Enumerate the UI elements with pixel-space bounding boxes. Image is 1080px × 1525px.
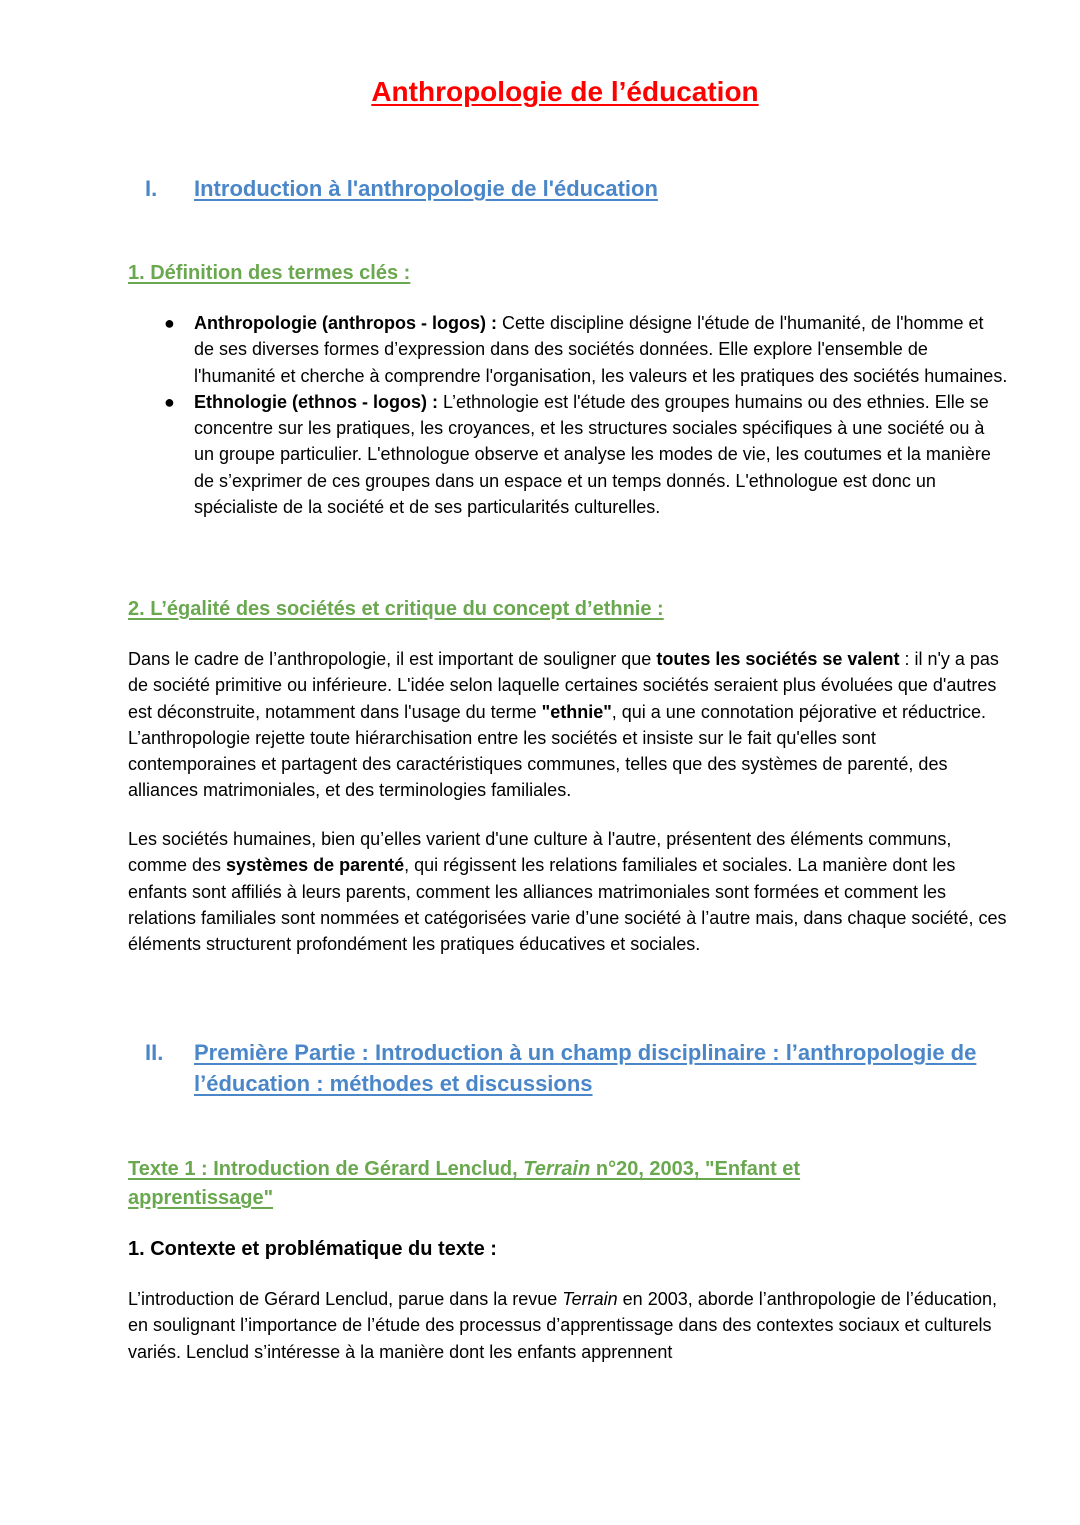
section-1-heading: [145, 173, 1015, 204]
paragraph-context: L’introduction de Gérard Lenclud, parue dans la revue Terrain en 2003, aborde l’anthropologie de l’éducation, en soulignant l’importance de l’étude des processus d’apprentissage dans des contextes sociaux et culturels variés. Lenclud s’intéresse à la manière dont les enfants apprennent: [128, 1289, 997, 1362]
text-1-title: Texte 1 : Introduction de Gérard Lenclud, Terrain n°20, 2003, "Enfant et apprentissage": [128, 1158, 801, 1209]
bullet-icon: ●: [164, 313, 175, 333]
section-2-title: Première Partie : Introduction à un champ disciplinaire : l’anthropologie de l’éducation : méthodes et discussions: [194, 1040, 977, 1096]
term-ethnologie: Ethnologie (ethnos - logos) :: [194, 391, 438, 412]
list-item: [128, 310, 1008, 389]
subsection-context-title: 1. Contexte et problématique du texte :: [128, 1238, 497, 1260]
section-1-title: Introduction à l'anthropologie de l'éducation: [194, 176, 658, 201]
paragraph-equality: Dans le cadre de l’anthropologie, il est important de souligner que toutes les sociétés se valent : il n'y a pas de société primitive ou inférieure. L'idée selon laquelle certaines sociétés seraient plus évoluées que d'autres est déconstruite, notamment dans l'usage du terme "ethnie", qui a une connotation péjorative et réductrice. L’anthropologie rejette toute hiérarchisation entre les sociétés et insiste sur le fait qu'elles sont contemporaines et partagent des caractéristiques communes, telles que des systèmes de parenté, des alliances matrimoniales, et des terminologies familiales.: [128, 649, 999, 801]
subsection-1-1-title: 1. Définition des termes clés :: [128, 262, 411, 284]
paragraph-kinship: Les sociétés humaines, bien qu’elles varient d'une culture à l'autre, présentent des éléments communs, comme des systèmes de parenté, qui régissent les relations familiales et sociales. La manière dont les enfants sont affiliés à leurs parents, comment les alliances matrimoniales sont formées et comment les relations familiales sont nommées et catégorisées varie d’une société à l’autre mais, dans chaque société, ces éléments structurent profondément les pratiques éducatives et sociales.: [128, 829, 1007, 955]
definitions-list: [128, 310, 1008, 520]
document-title: Anthropologie de l’éducation: [371, 76, 759, 107]
section-2-number: II.: [145, 1040, 164, 1065]
definition-anthropologie: Cette discipline désigne l'étude de l'humanité, de l'homme et de ses diverses formes d’expression dans des sociétés données. Elle explore l'ensemble de l'humanité et cherche à comprendre l'organisation, les valeurs et les pratiques des sociétés humaines.: [194, 313, 1008, 386]
list-item: [128, 389, 1008, 520]
subsection-1-2-title: 2. L’égalité des sociétés et critique du concept d’ethnie :: [128, 598, 664, 620]
definition-ethnologie: L’ethnologie est l'étude des groupes humains ou des ethnies. Elle se concentre sur les pratiques, les croyances, et les structures sociales spécifiques à une société ou à un groupe particulier. L'ethnologue observe et analyse les modes de vie, les coutumes et la manière de s’exprimer de ces groupes dans un espace et un temps donnés. L'ethnologue est donc un spécialiste de la société et de ses particularités culturelles.: [194, 391, 991, 518]
section-1-number: I.: [145, 176, 158, 201]
section-2-heading: [145, 1037, 1015, 1099]
bullet-icon: ●: [164, 391, 175, 412]
term-anthropologie: Anthropologie (anthropos - logos) :: [194, 313, 497, 333]
